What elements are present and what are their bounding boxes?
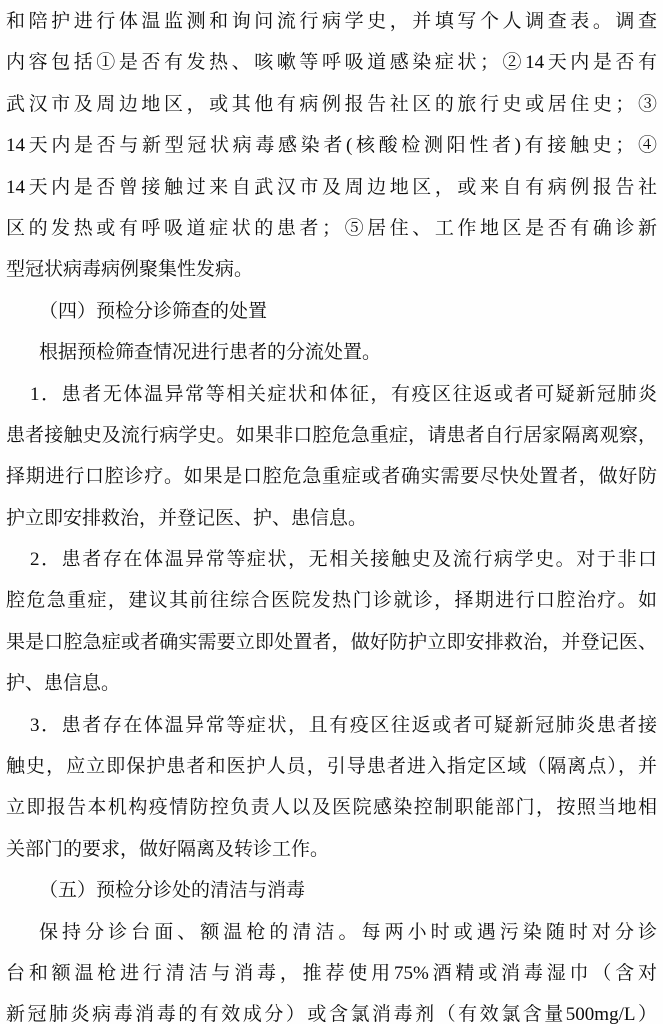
text-line: 保持分诊台面、额温枪的清洁。每两小时或遇污染随时对分诊: [39, 921, 657, 943]
text-line: （四）预检分诊筛查的处置: [39, 300, 268, 322]
text-line: 1．患者无体温异常等相关症状和体征，有疫区往返或者可疑新冠肺炎: [30, 383, 657, 405]
text-line: 区的发热或有呼吸道症状的患者；⑤居住、工作地区是否有确诊新: [6, 217, 657, 239]
text-line: 和陪护进行体温监测和询问流行病学史，并填写个人调查表。调查: [6, 11, 657, 32]
text-line: 腔危急重症，建议其前往综合医院发热门诊就诊，择期进行口腔治疗。如: [6, 590, 657, 612]
text-line: 内容包括①是否有发热、咳嗽等呼吸道感染症状；②14天内是否有: [6, 52, 657, 74]
text-line: 武汉市及周边地区，或其他有病例报告社区的旅行史或居住史；③: [6, 93, 657, 115]
text-line: 护、患信息。: [6, 673, 121, 695]
paragraph-5-numbered: [6, 539, 657, 705]
text-line: 果是口腔急症或者确实需要立即处置者，做好防护立即安排救治，并登记医、: [6, 631, 657, 653]
text-line: 择期进行口腔诊疗。如果是口腔危急重症或者确实需要尽快处置者，做好防: [6, 466, 657, 488]
text-line: 3．患者存在体温异常等症状，且有疫区往返或者可疑新冠肺炎患者接: [30, 714, 657, 736]
text-line: 14天内是否曾接触过来自武汉市及周边地区，或来自有病例报告社: [6, 176, 657, 198]
text-line: 护立即安排救治，并登记医、护、患信息。: [6, 507, 368, 529]
text-line: 新冠肺炎病毒消毒的有效成分）或含氯消毒剂（有效氯含量500mg/L）: [6, 1004, 657, 1024]
paragraph-7-heading: [6, 870, 657, 911]
text-line: 患者接触史及流行病学史。如果非口腔危急重症，请患者自行居家隔离观察，: [6, 424, 657, 446]
text-line: 型冠状病毒病例聚集性发病。: [6, 259, 254, 281]
paragraph-2-heading: [6, 291, 657, 332]
text-line: 14天内是否与新型冠状病毒感染者(核酸检测阳性者)有接触史；④: [6, 135, 657, 157]
text-line: 2．患者存在体温异常等症状，无相关接触史及流行病学史。对于非口: [30, 549, 657, 571]
text-line: （五）预检分诊处的清洁与消毒: [39, 880, 306, 902]
text-line: 关部门的要求，做好隔离及转诊工作。: [6, 838, 330, 860]
text-line: 根据预检筛查情况进行患者的分流处置。: [39, 342, 382, 364]
paragraph-3-body: [6, 332, 657, 373]
paragraph-6-numbered: [6, 705, 657, 871]
text-line: 台和额温枪进行清洁与消毒，推荐使用75%酒精或消毒湿巾（含对: [6, 962, 657, 984]
paragraph-8-body: [6, 912, 657, 1024]
text-line: 触史，应立即保护患者和医护人员，引导患者进入指定区域（隔离点），并: [6, 756, 657, 778]
paragraph-4-numbered: [6, 374, 657, 540]
text-line: 立即报告本机构疫情防控负责人以及医院感染控制职能部门，按照当地相: [6, 797, 657, 819]
paragraph-1-continuation: [6, 1, 657, 291]
